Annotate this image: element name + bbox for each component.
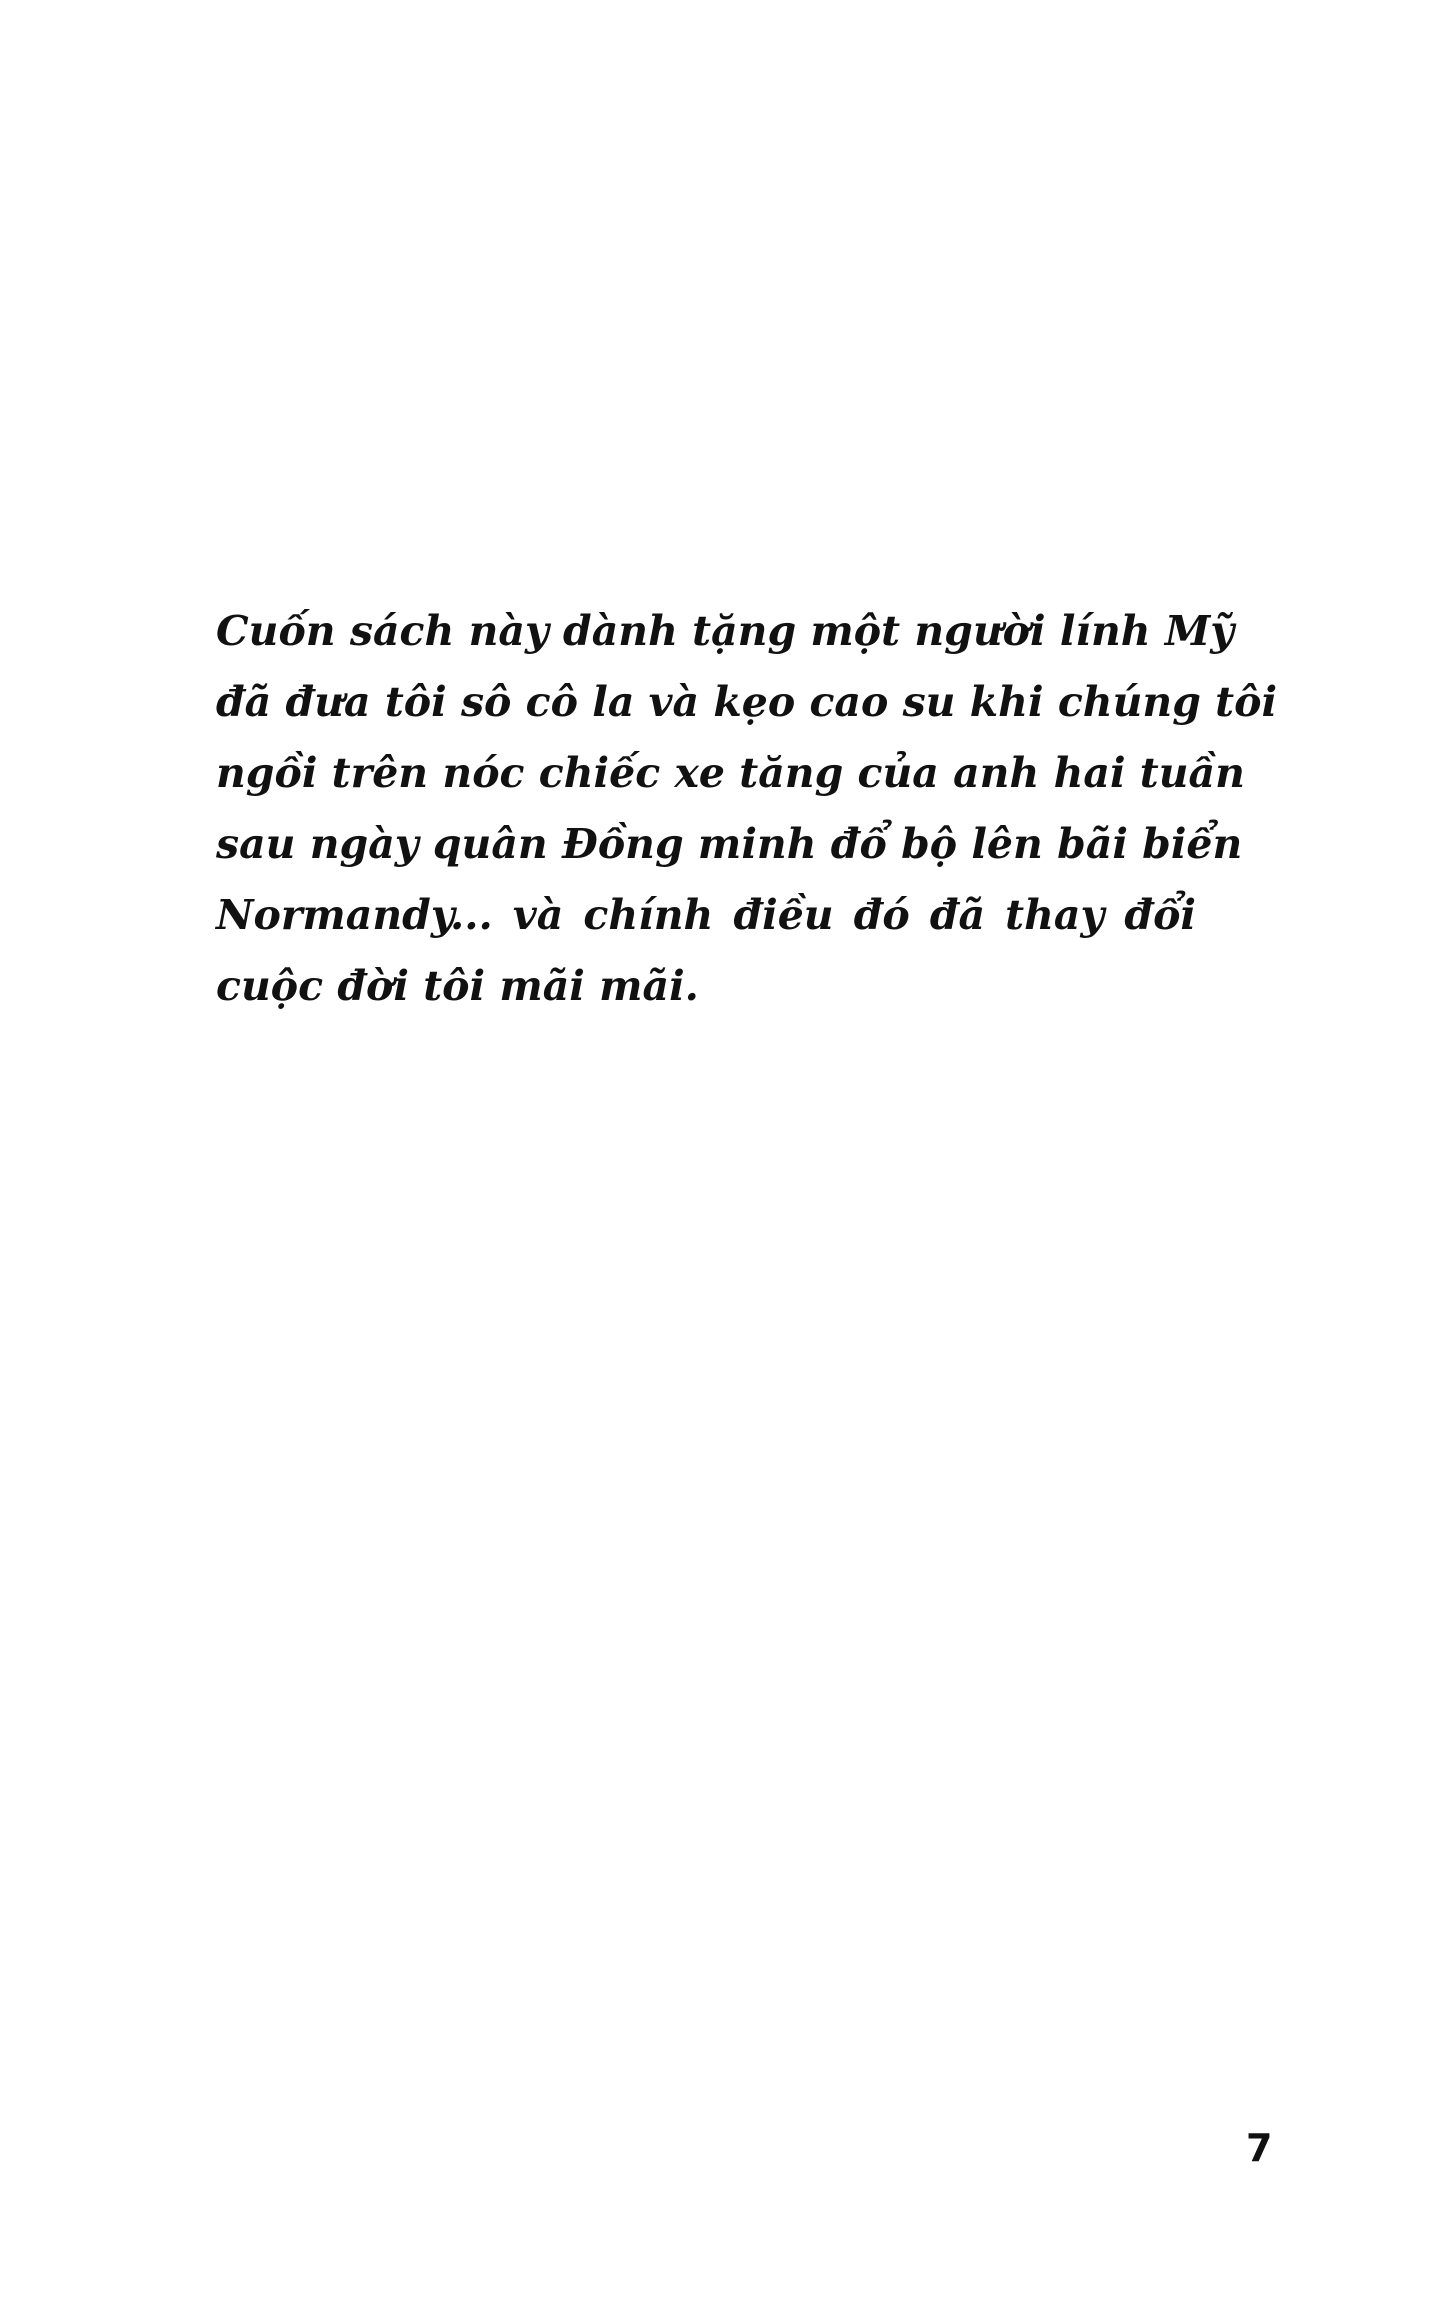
- dedication-text: [216, 596, 1278, 1022]
- page-number: 7: [1246, 2126, 1273, 2170]
- dedication-line-2: đã đưa tôi sô cô la và kẹo cao su khi chúng tôi: [216, 678, 1278, 726]
- dedication-line-4: sau ngày quân Đồng minh đổ bộ lên bãi biển: [216, 820, 1243, 868]
- dedication-line-5: Normandy... và chính điều đó đã thay đổi: [216, 891, 1196, 939]
- dedication-line-6: cuộc đời tôi mãi mãi.: [216, 962, 699, 1010]
- dedication-line-1: Cuốn sách này dành tặng một người lính Mỹ: [216, 607, 1235, 655]
- dedication-line-3: ngồi trên nóc chiếc xe tăng của anh hai tuần: [216, 749, 1245, 797]
